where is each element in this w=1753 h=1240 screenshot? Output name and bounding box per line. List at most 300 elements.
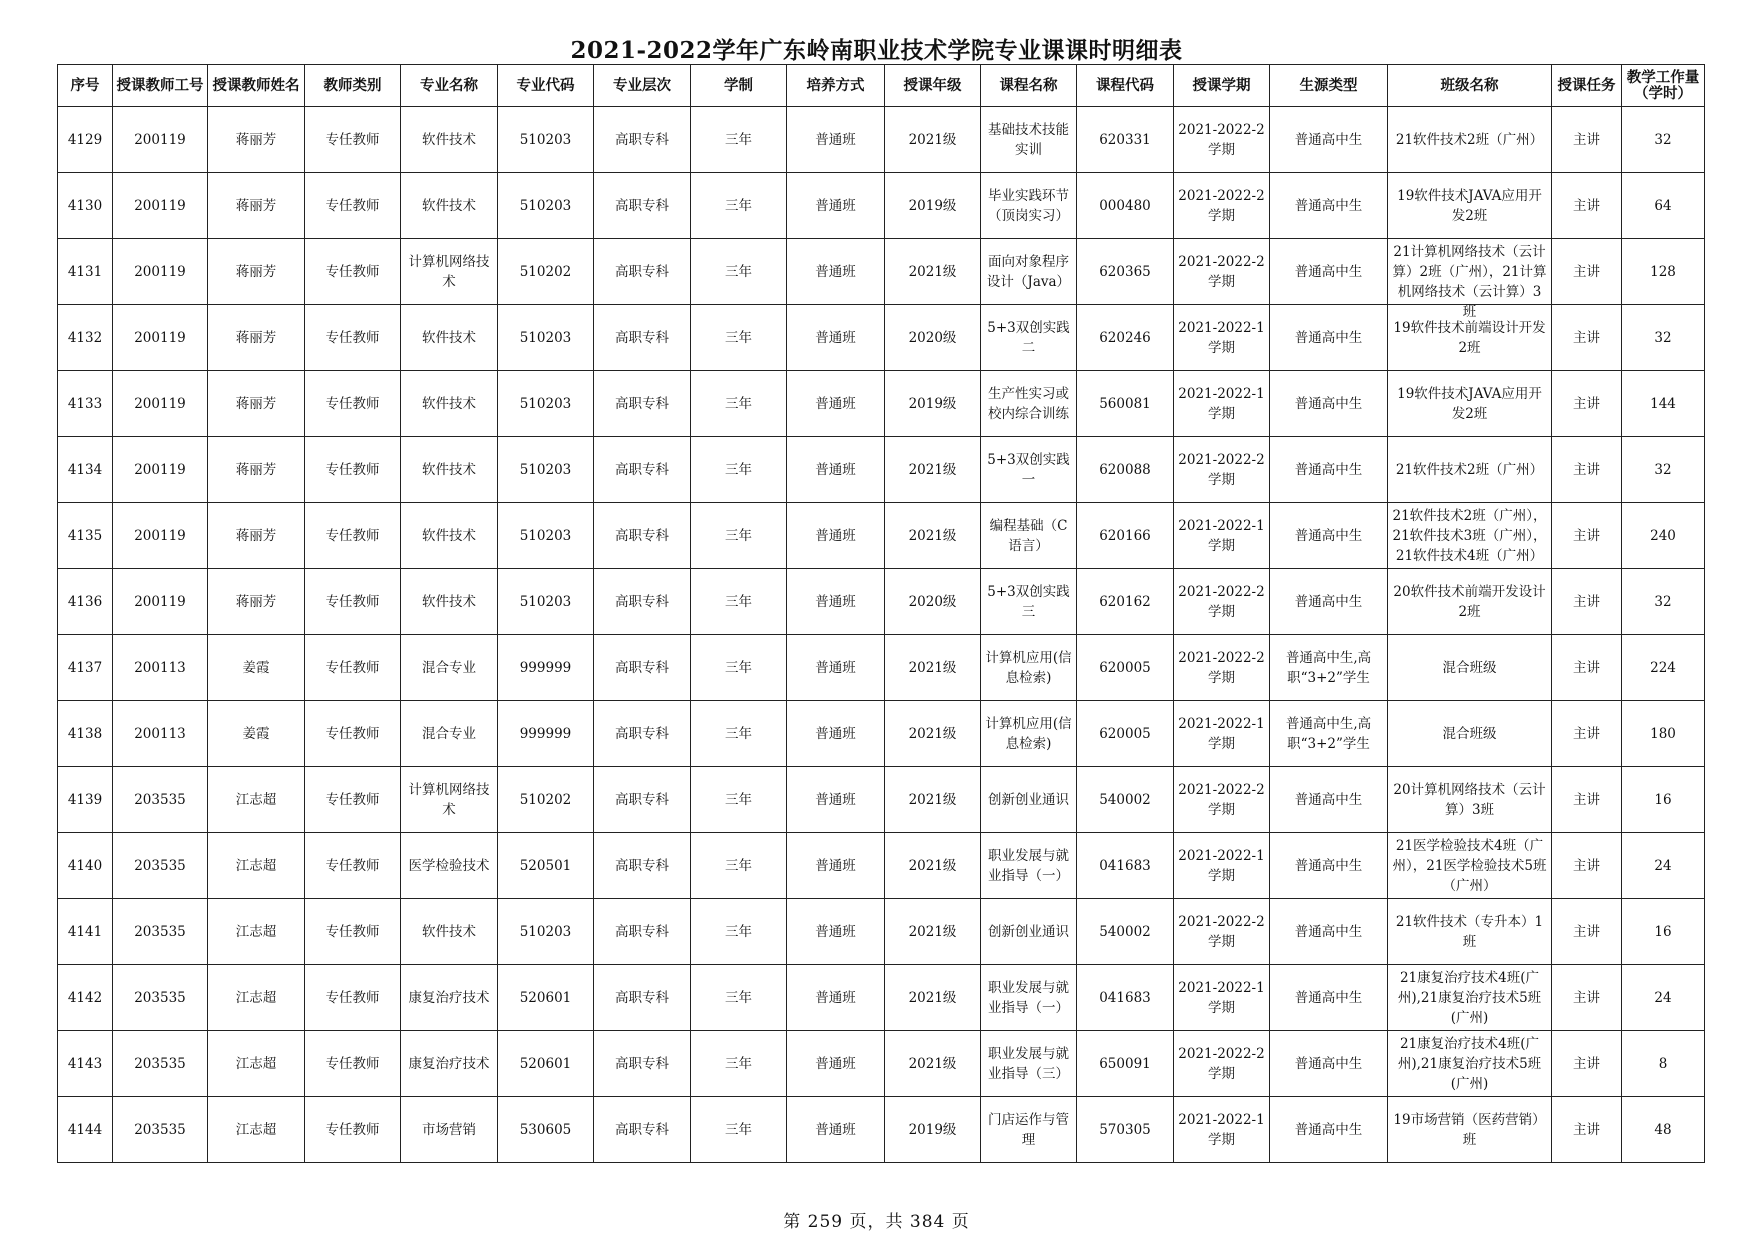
- table-cell: [1622, 437, 1705, 503]
- cell-text: 510203: [519, 131, 572, 148]
- table-cell: [594, 305, 691, 371]
- table-row: [58, 173, 1705, 239]
- cell-text: 144: [1650, 395, 1676, 412]
- table-cell: [1174, 239, 1270, 305]
- cell-text: 职业发展与就业指导（一）: [988, 979, 1069, 1016]
- cell-text: 主讲: [1573, 131, 1600, 148]
- cell-text: 普通高中生: [1294, 197, 1363, 214]
- cell-text: 普通高中生,高职“3+2”学生: [1285, 715, 1372, 752]
- table-cell: [1270, 701, 1388, 767]
- table-cell: [1388, 767, 1552, 833]
- cell-text: 999999: [519, 725, 572, 742]
- cell-text: 蒋丽芳: [235, 197, 277, 214]
- table-cell: [401, 503, 498, 569]
- table-cell: [58, 371, 113, 437]
- table-cell: [58, 701, 113, 767]
- table-cell: [401, 239, 498, 305]
- table-cell: [498, 107, 594, 173]
- cell-text: 2019级: [908, 197, 957, 214]
- table-cell: [208, 1097, 305, 1163]
- table-cell: [594, 503, 691, 569]
- table-cell: [305, 1097, 401, 1163]
- table-cell: [1622, 305, 1705, 371]
- cell-text: 2021级: [908, 131, 957, 148]
- cell-text: 510203: [519, 329, 572, 346]
- cell-text: 520601: [519, 989, 572, 1006]
- table-cell: [691, 899, 787, 965]
- table-cell: [208, 239, 305, 305]
- cell-text: 普通高中生: [1294, 329, 1363, 346]
- table-cell: [1622, 239, 1705, 305]
- cell-text: 普通班: [815, 923, 856, 940]
- table-cell: [1270, 965, 1388, 1031]
- cell-text: 普通班: [815, 527, 856, 544]
- cell-text: 203535: [134, 1055, 186, 1072]
- table-cell: [208, 569, 305, 635]
- column-header: 学制: [691, 65, 787, 107]
- table-cell: [58, 569, 113, 635]
- table-cell: [401, 569, 498, 635]
- cell-text: 510203: [519, 461, 572, 478]
- table-cell: [1622, 965, 1705, 1031]
- cell-text: 5+3双创实践一: [987, 451, 1070, 488]
- cell-text: 510203: [519, 395, 572, 412]
- cell-text: 三年: [725, 791, 752, 808]
- cell-text: 江志超: [235, 923, 277, 940]
- table-cell: [401, 1031, 498, 1097]
- table-row: [58, 503, 1705, 569]
- table-cell: [305, 899, 401, 965]
- table-cell: [498, 701, 594, 767]
- table-cell: [981, 1097, 1077, 1163]
- table-cell: [981, 701, 1077, 767]
- table-cell: [1077, 635, 1174, 701]
- table-cell: [1552, 1031, 1622, 1097]
- cell-text: 普通高中生: [1294, 923, 1363, 940]
- column-header: 授课教师姓名: [208, 65, 305, 107]
- table-cell: [691, 767, 787, 833]
- table-cell: [1077, 305, 1174, 371]
- cell-text: 江志超: [235, 791, 277, 808]
- table-cell: [305, 107, 401, 173]
- table-cell: [1174, 107, 1270, 173]
- table-cell: [401, 305, 498, 371]
- cell-text: 041683: [1099, 989, 1151, 1006]
- table-cell: [1270, 569, 1388, 635]
- cell-text: 200119: [134, 527, 186, 544]
- table-cell: [1174, 635, 1270, 701]
- table-cell: [1077, 899, 1174, 965]
- table-cell: [1552, 701, 1622, 767]
- table-cell: [401, 107, 498, 173]
- table-cell: [1552, 371, 1622, 437]
- table-cell: [1174, 305, 1270, 371]
- table-cell: [885, 701, 981, 767]
- cell-text: 普通班: [815, 131, 856, 148]
- page-footer: 第 259 页，共 384 页: [783, 1212, 970, 1232]
- cell-text: 540002: [1099, 923, 1151, 940]
- table-cell: [1174, 965, 1270, 1031]
- table-cell: [1270, 767, 1388, 833]
- table-cell: [113, 701, 208, 767]
- table-cell: [208, 635, 305, 701]
- table-cell: [1388, 1097, 1552, 1163]
- column-header: 授课任务: [1552, 65, 1622, 107]
- cell-text: 999999: [519, 659, 572, 676]
- cell-text: 2021-2022-2学期: [1178, 451, 1265, 488]
- table-cell: [594, 833, 691, 899]
- cell-text: 专任教师: [325, 989, 380, 1006]
- table-row: [58, 833, 1705, 899]
- cell-text: 2021级: [908, 263, 957, 280]
- table-cell: [305, 371, 401, 437]
- cell-text: 510203: [519, 527, 572, 544]
- table-cell: [1388, 569, 1552, 635]
- cell-text: 19市场营销（医药营销）班: [1393, 1111, 1546, 1148]
- table-cell: [401, 1097, 498, 1163]
- cell-text: 蒋丽芳: [235, 329, 277, 346]
- table-cell: [787, 503, 885, 569]
- table-cell: [498, 239, 594, 305]
- table-cell: [305, 239, 401, 305]
- table-cell: [401, 371, 498, 437]
- table-cell: [208, 767, 305, 833]
- cell-text: 200119: [134, 197, 186, 214]
- cell-text: 软件技术: [422, 329, 476, 346]
- cell-text: 2021级: [908, 461, 957, 478]
- cell-text: 16: [1654, 923, 1672, 940]
- cell-text: 普通班: [815, 1121, 856, 1138]
- cell-text: 高职专科: [615, 197, 669, 214]
- cell-text: 高职专科: [615, 989, 669, 1006]
- table-cell: [1077, 569, 1174, 635]
- cell-text: 专任教师: [325, 791, 380, 808]
- table-cell: [401, 899, 498, 965]
- table-cell: [113, 1097, 208, 1163]
- cell-text: 专任教师: [325, 527, 380, 544]
- table-cell: [981, 371, 1077, 437]
- table-cell: [1622, 1031, 1705, 1097]
- column-header: 教师类别: [305, 65, 401, 107]
- table-cell: [305, 833, 401, 899]
- table-cell: [1270, 239, 1388, 305]
- cell-text: 软件技术: [422, 923, 476, 940]
- cell-text: 4135: [67, 527, 103, 544]
- cell-text: 200113: [134, 659, 186, 676]
- cell-text: 高职专科: [615, 857, 669, 874]
- cell-text: 48: [1654, 1121, 1672, 1138]
- cell-text: 专任教师: [325, 461, 380, 478]
- cell-text: 三年: [725, 857, 752, 874]
- cell-text: 203535: [134, 923, 186, 940]
- table-cell: [1077, 503, 1174, 569]
- cell-text: 三年: [725, 197, 752, 214]
- cell-text: 主讲: [1573, 329, 1600, 346]
- column-header: 教学工作量（学时）: [1622, 65, 1705, 107]
- cell-text: 普通高中生: [1294, 263, 1363, 280]
- table-cell: [1174, 371, 1270, 437]
- table-cell: [594, 965, 691, 1031]
- cell-text: 混合班级: [1442, 725, 1497, 742]
- table-cell: [113, 833, 208, 899]
- cell-text: 面向对象程序设计（Java）: [986, 253, 1071, 290]
- cell-text: 2021级: [908, 857, 957, 874]
- table-cell: [1622, 371, 1705, 437]
- cell-text: 620166: [1099, 527, 1151, 544]
- table-cell: [1077, 371, 1174, 437]
- table-cell: [594, 1097, 691, 1163]
- cell-text: 普通高中生: [1294, 131, 1363, 148]
- table-cell: [1270, 635, 1388, 701]
- cell-text: 三年: [725, 1055, 752, 1072]
- table-cell: [981, 173, 1077, 239]
- cell-text: 4130: [67, 197, 103, 214]
- table-cell: [885, 503, 981, 569]
- table-cell: [1552, 173, 1622, 239]
- table-cell: [498, 173, 594, 239]
- cell-text: 2021-2022-2学期: [1178, 583, 1265, 620]
- cell-text: 2021-2022-1学期: [1178, 715, 1265, 752]
- table-cell: [208, 833, 305, 899]
- table-cell: [691, 1031, 787, 1097]
- table-cell: [1388, 107, 1552, 173]
- table-cell: [1552, 503, 1622, 569]
- cell-text: 专任教师: [325, 395, 380, 412]
- table-cell: [305, 1031, 401, 1097]
- cell-text: 普通班: [815, 659, 856, 676]
- table-cell: [208, 899, 305, 965]
- cell-text: 普通班: [815, 263, 856, 280]
- table-cell: [1270, 503, 1388, 569]
- cell-text: 5+3双创实践三: [987, 583, 1070, 620]
- table-cell: [1388, 965, 1552, 1031]
- cell-text: 康复治疗技术: [408, 1055, 490, 1072]
- cell-text: 普通班: [815, 593, 856, 610]
- cell-text: 2021-2022-1学期: [1178, 979, 1265, 1016]
- cell-text: 专任教师: [325, 857, 380, 874]
- cell-text: 高职专科: [615, 923, 669, 940]
- table-cell: [1388, 899, 1552, 965]
- table-cell: [208, 173, 305, 239]
- table-cell: [1077, 965, 1174, 1031]
- cell-text: 江志超: [235, 989, 277, 1006]
- cell-text: 混合班级: [1442, 659, 1497, 676]
- cell-text: 64: [1654, 197, 1672, 214]
- table-row: [58, 767, 1705, 833]
- table-cell: [401, 965, 498, 1031]
- table-cell: [498, 437, 594, 503]
- cell-text: 4144: [67, 1121, 103, 1138]
- table-cell: [1552, 569, 1622, 635]
- table-cell: [1174, 833, 1270, 899]
- table-cell: [594, 569, 691, 635]
- table-cell: [787, 569, 885, 635]
- table-cell: [981, 965, 1077, 1031]
- cell-text: 普通班: [815, 395, 856, 412]
- table-cell: [691, 1097, 787, 1163]
- cell-text: 主讲: [1573, 725, 1600, 742]
- table-cell: [1552, 965, 1622, 1031]
- cell-text: 19软件技术JAVA应用开发2班: [1397, 187, 1542, 224]
- table-row: [58, 437, 1705, 503]
- table-cell: [691, 437, 787, 503]
- cell-text: 200119: [134, 131, 186, 148]
- cell-text: 医学检验技术: [408, 857, 490, 874]
- cell-text: 三年: [725, 923, 752, 940]
- table-cell: [498, 965, 594, 1031]
- cell-text: 620365: [1099, 263, 1151, 280]
- table-cell: [1077, 701, 1174, 767]
- cell-text: 市场营销: [422, 1121, 476, 1138]
- cell-text: 蒋丽芳: [235, 395, 277, 412]
- table-cell: [691, 107, 787, 173]
- table-cell: [594, 437, 691, 503]
- table-row: [58, 305, 1705, 371]
- column-header: 专业层次: [594, 65, 691, 107]
- column-header: 生源类型: [1270, 65, 1388, 107]
- table-cell: [1077, 239, 1174, 305]
- table-cell: [787, 965, 885, 1031]
- table-cell: [885, 239, 981, 305]
- cell-text: 4141: [67, 923, 103, 940]
- cell-text: 三年: [725, 593, 752, 610]
- table-row: [58, 1097, 1705, 1163]
- table-cell: [58, 503, 113, 569]
- table-cell: [305, 503, 401, 569]
- cell-text: 主讲: [1573, 395, 1600, 412]
- cell-text: 4139: [67, 791, 103, 808]
- cell-text: 普通班: [815, 461, 856, 478]
- table-cell: [1552, 1097, 1622, 1163]
- cell-text: 560081: [1099, 395, 1151, 412]
- table-cell: [58, 965, 113, 1031]
- cell-text: 蒋丽芳: [235, 527, 277, 544]
- cell-text: 21软件技术（专升本）1班: [1395, 913, 1544, 950]
- table-row: [58, 701, 1705, 767]
- table-row: [58, 899, 1705, 965]
- cell-text: 21计算机网络技术（云计算）2班（广州），21计算机网络技术（云计算）3班: [1392, 243, 1547, 320]
- cell-text: 2021-2022-1学期: [1178, 1111, 1265, 1148]
- cell-text: 专任教师: [325, 131, 380, 148]
- table-cell: [113, 569, 208, 635]
- table-cell: [691, 239, 787, 305]
- cell-text: 普通班: [815, 1055, 856, 1072]
- table-cell: [1622, 833, 1705, 899]
- table-cell: [1077, 833, 1174, 899]
- table-cell: [498, 635, 594, 701]
- cell-text: 32: [1654, 461, 1672, 478]
- cell-text: 计算机网络技术: [408, 781, 490, 818]
- cell-text: 普通高中生: [1294, 527, 1363, 544]
- table-cell: [787, 635, 885, 701]
- table-cell: [305, 569, 401, 635]
- cell-text: 2021级: [908, 923, 957, 940]
- cell-text: 高职专科: [615, 395, 669, 412]
- table-cell: [208, 107, 305, 173]
- table-cell: [305, 305, 401, 371]
- cell-text: 2019级: [908, 395, 957, 412]
- cell-text: 240: [1650, 527, 1676, 544]
- cell-text: 2021-2022-2学期: [1178, 121, 1265, 158]
- table-cell: [58, 899, 113, 965]
- cell-text: 混合专业: [422, 725, 476, 742]
- table-cell: [401, 437, 498, 503]
- table-cell: [401, 635, 498, 701]
- table-cell: [208, 371, 305, 437]
- cell-text: 专任教师: [325, 263, 380, 280]
- cell-text: 三年: [725, 527, 752, 544]
- table-cell: [58, 239, 113, 305]
- column-header: 培养方式: [787, 65, 885, 107]
- cell-text: 4143: [67, 1055, 103, 1072]
- table-cell: [208, 305, 305, 371]
- cell-text: 2021-2022-2学期: [1178, 253, 1265, 290]
- table-cell: [594, 107, 691, 173]
- cell-text: 软件技术: [422, 197, 476, 214]
- cell-text: 620246: [1099, 329, 1151, 346]
- cell-text: 4137: [67, 659, 103, 676]
- cell-text: 普通班: [815, 329, 856, 346]
- cell-text: 4142: [67, 989, 103, 1006]
- cell-text: 2021级: [908, 725, 957, 742]
- cell-text: 21康复治疗技术4班(广州),21康复治疗技术5班(广州): [1397, 1035, 1542, 1092]
- column-header: 课程代码: [1077, 65, 1174, 107]
- table-cell: [981, 305, 1077, 371]
- cell-text: 三年: [725, 989, 752, 1006]
- table-cell: [1174, 1097, 1270, 1163]
- table-cell: [1270, 1097, 1388, 1163]
- table-cell: [498, 569, 594, 635]
- cell-text: 530605: [519, 1121, 572, 1138]
- table-cell: [1077, 173, 1174, 239]
- table-cell: [1552, 767, 1622, 833]
- table-cell: [787, 701, 885, 767]
- cell-text: 540002: [1099, 791, 1151, 808]
- table-cell: [787, 767, 885, 833]
- table-cell: [594, 239, 691, 305]
- cell-text: 蒋丽芳: [235, 461, 277, 478]
- table-cell: [691, 371, 787, 437]
- cell-text: 32: [1654, 329, 1672, 346]
- cell-text: 基础技术技能实训: [988, 121, 1069, 158]
- cell-text: 毕业实践环节（顶岗实习）: [988, 187, 1069, 224]
- table-cell: [691, 635, 787, 701]
- table-cell: [1174, 1031, 1270, 1097]
- table-cell: [885, 173, 981, 239]
- cell-text: 20软件技术前端开发设计2班: [1393, 583, 1546, 620]
- cell-text: 主讲: [1573, 461, 1600, 478]
- table-cell: [691, 173, 787, 239]
- cell-text: 计算机应用(信息检索): [985, 715, 1072, 752]
- table-row: [58, 1031, 1705, 1097]
- table-cell: [208, 965, 305, 1031]
- table-cell: [1622, 1097, 1705, 1163]
- cell-text: 高职专科: [615, 1121, 669, 1138]
- table-cell: [981, 107, 1077, 173]
- cell-text: 24: [1654, 857, 1672, 874]
- table-body: [58, 107, 1705, 1163]
- table-row: [58, 371, 1705, 437]
- cell-text: 4140: [67, 857, 103, 874]
- table-cell: [1077, 767, 1174, 833]
- table-cell: [1174, 899, 1270, 965]
- cell-text: 高职专科: [615, 329, 669, 346]
- cell-text: 主讲: [1573, 263, 1600, 280]
- cell-text: 三年: [725, 263, 752, 280]
- cell-text: 编程基础（C语言）: [989, 517, 1068, 554]
- cell-text: 203535: [134, 989, 186, 1006]
- table-cell: [885, 965, 981, 1031]
